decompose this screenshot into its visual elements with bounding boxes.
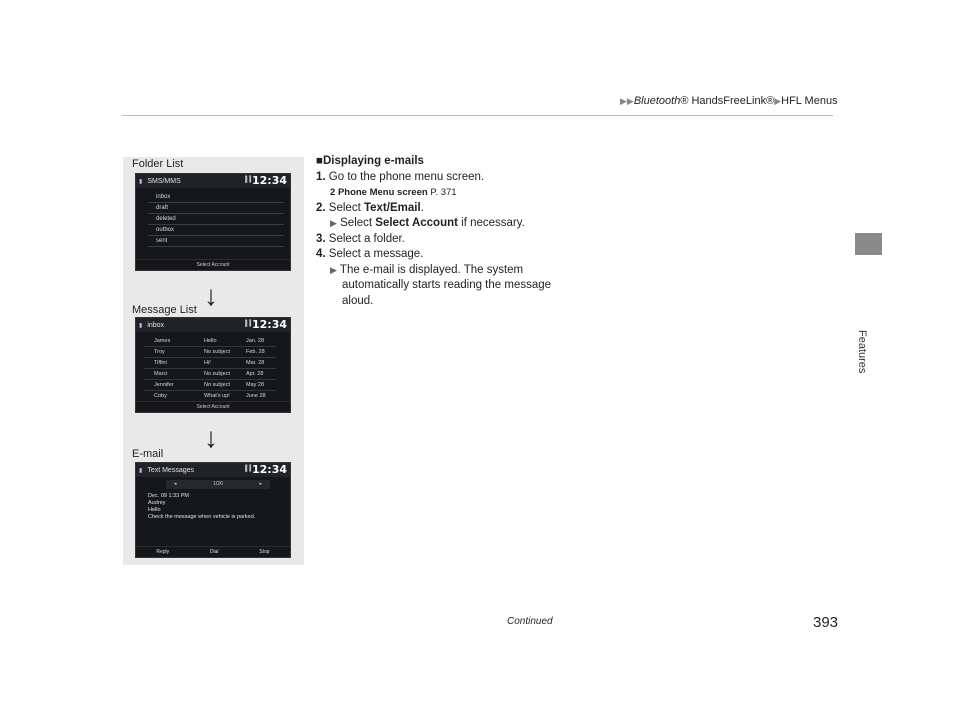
prev-icon[interactable]: ◂ bbox=[174, 481, 177, 487]
caption-message-list: Message List bbox=[132, 304, 197, 316]
step-1: 1. Go to the phone menu screen. bbox=[316, 170, 485, 183]
arrow-icon: ▶ bbox=[774, 96, 782, 106]
email-actions bbox=[136, 546, 290, 557]
folder-outbox[interactable]: outbox bbox=[148, 225, 284, 236]
signal-icon: ▌▍ bbox=[245, 177, 254, 183]
page-reference: 2 Phone Menu screen P. 371 bbox=[330, 187, 457, 198]
folder-inbox[interactable]: inbox bbox=[148, 192, 284, 203]
step-2: 2. Select Text/Email. bbox=[316, 201, 424, 214]
folder-list-screen bbox=[135, 173, 291, 271]
step-2-sub: ▶ Select Select Account if necessary. bbox=[330, 217, 525, 229]
phone-icon: ▮ bbox=[139, 322, 143, 329]
screen-header bbox=[136, 463, 290, 477]
select-account-button[interactable]: Select Account bbox=[136, 401, 290, 412]
screen-title: SMS/MMS bbox=[147, 177, 181, 185]
screen-header bbox=[136, 318, 290, 332]
signal-icon: ▌▍ bbox=[245, 466, 254, 472]
email-sender: Audrey bbox=[148, 500, 166, 506]
dial-button[interactable]: Dial bbox=[209, 549, 219, 555]
email-note: Check the message when vehicle is parked. bbox=[148, 514, 256, 520]
breadcrumb bbox=[620, 95, 840, 107]
email-text: Hello bbox=[148, 507, 161, 513]
header-rule bbox=[122, 115, 833, 116]
arrow-down-icon: ↓ bbox=[204, 422, 218, 453]
breadcrumb-hfl-menus: HFL Menus bbox=[781, 95, 838, 107]
phone-icon: ▮ bbox=[139, 467, 143, 474]
section-heading: ■Displaying e-mails bbox=[316, 155, 424, 167]
breadcrumb-bluetooth: Bluetooth bbox=[633, 95, 681, 107]
email-navigation bbox=[166, 480, 270, 489]
instructions bbox=[316, 154, 576, 309]
arrow-down-icon: ↓ bbox=[204, 280, 218, 311]
email-body bbox=[136, 489, 290, 521]
stop-button[interactable]: Stop bbox=[259, 549, 270, 555]
message-row[interactable]: Marci No subject Apr. 28 bbox=[144, 369, 276, 380]
select-account-button[interactable]: Select Account bbox=[136, 259, 290, 270]
message-row[interactable]: James Hello Jan. 28 bbox=[144, 336, 276, 347]
section-label: Features bbox=[856, 330, 868, 374]
email-date: Dec. 09 1:33 PM bbox=[148, 493, 189, 499]
arrow-icon: ▶▶ bbox=[620, 96, 634, 106]
step-4-sub-line3: aloud. bbox=[342, 294, 374, 307]
section-tab bbox=[855, 233, 882, 255]
step-4-sub: ▶ The e-mail is displayed. The system bbox=[330, 263, 524, 276]
page-number: 393 bbox=[813, 614, 839, 631]
clock: 12:34 bbox=[251, 174, 287, 187]
breadcrumb-handsfreelink: ® HandsFreeLink® bbox=[680, 95, 775, 107]
continued-label: Continued bbox=[507, 616, 553, 627]
message-row[interactable]: Coby What's up! June 28 bbox=[144, 391, 276, 402]
email-screen bbox=[135, 462, 291, 558]
signal-icon: ▌▍ bbox=[245, 321, 254, 327]
screen-title: Text Messages bbox=[147, 466, 194, 474]
step-3: 3. Select a folder. bbox=[316, 232, 405, 245]
message-row[interactable]: Jennifer No subject May 28 bbox=[144, 380, 276, 391]
step-4-sub-line2: automatically starts reading the message bbox=[342, 279, 552, 291]
folder-draft[interactable]: draft bbox=[148, 203, 284, 214]
next-icon[interactable]: ▸ bbox=[259, 481, 262, 487]
message-row[interactable]: Tiffini Hi! Mar. 28 bbox=[144, 358, 276, 369]
message-row[interactable]: Troy No subject Feb. 28 bbox=[144, 347, 276, 358]
screen-header bbox=[136, 174, 290, 188]
step-4: 4. Select a message. bbox=[316, 248, 424, 260]
phone-icon: ▮ bbox=[139, 178, 143, 185]
clock: 12:34 bbox=[251, 463, 287, 476]
screen-title: inbox bbox=[147, 321, 165, 329]
folder-deleted[interactable]: deleted bbox=[148, 214, 284, 225]
folder-list bbox=[136, 188, 290, 247]
message-list bbox=[136, 332, 290, 402]
clock: 12:34 bbox=[251, 318, 287, 331]
caption-folder-list: Folder List bbox=[132, 158, 184, 170]
reply-button[interactable]: Reply bbox=[156, 549, 170, 555]
message-list-screen bbox=[135, 317, 291, 413]
folder-sent[interactable]: sent bbox=[148, 236, 284, 247]
message-counter: 1/20 bbox=[213, 481, 223, 487]
caption-email: E-mail bbox=[132, 448, 164, 460]
